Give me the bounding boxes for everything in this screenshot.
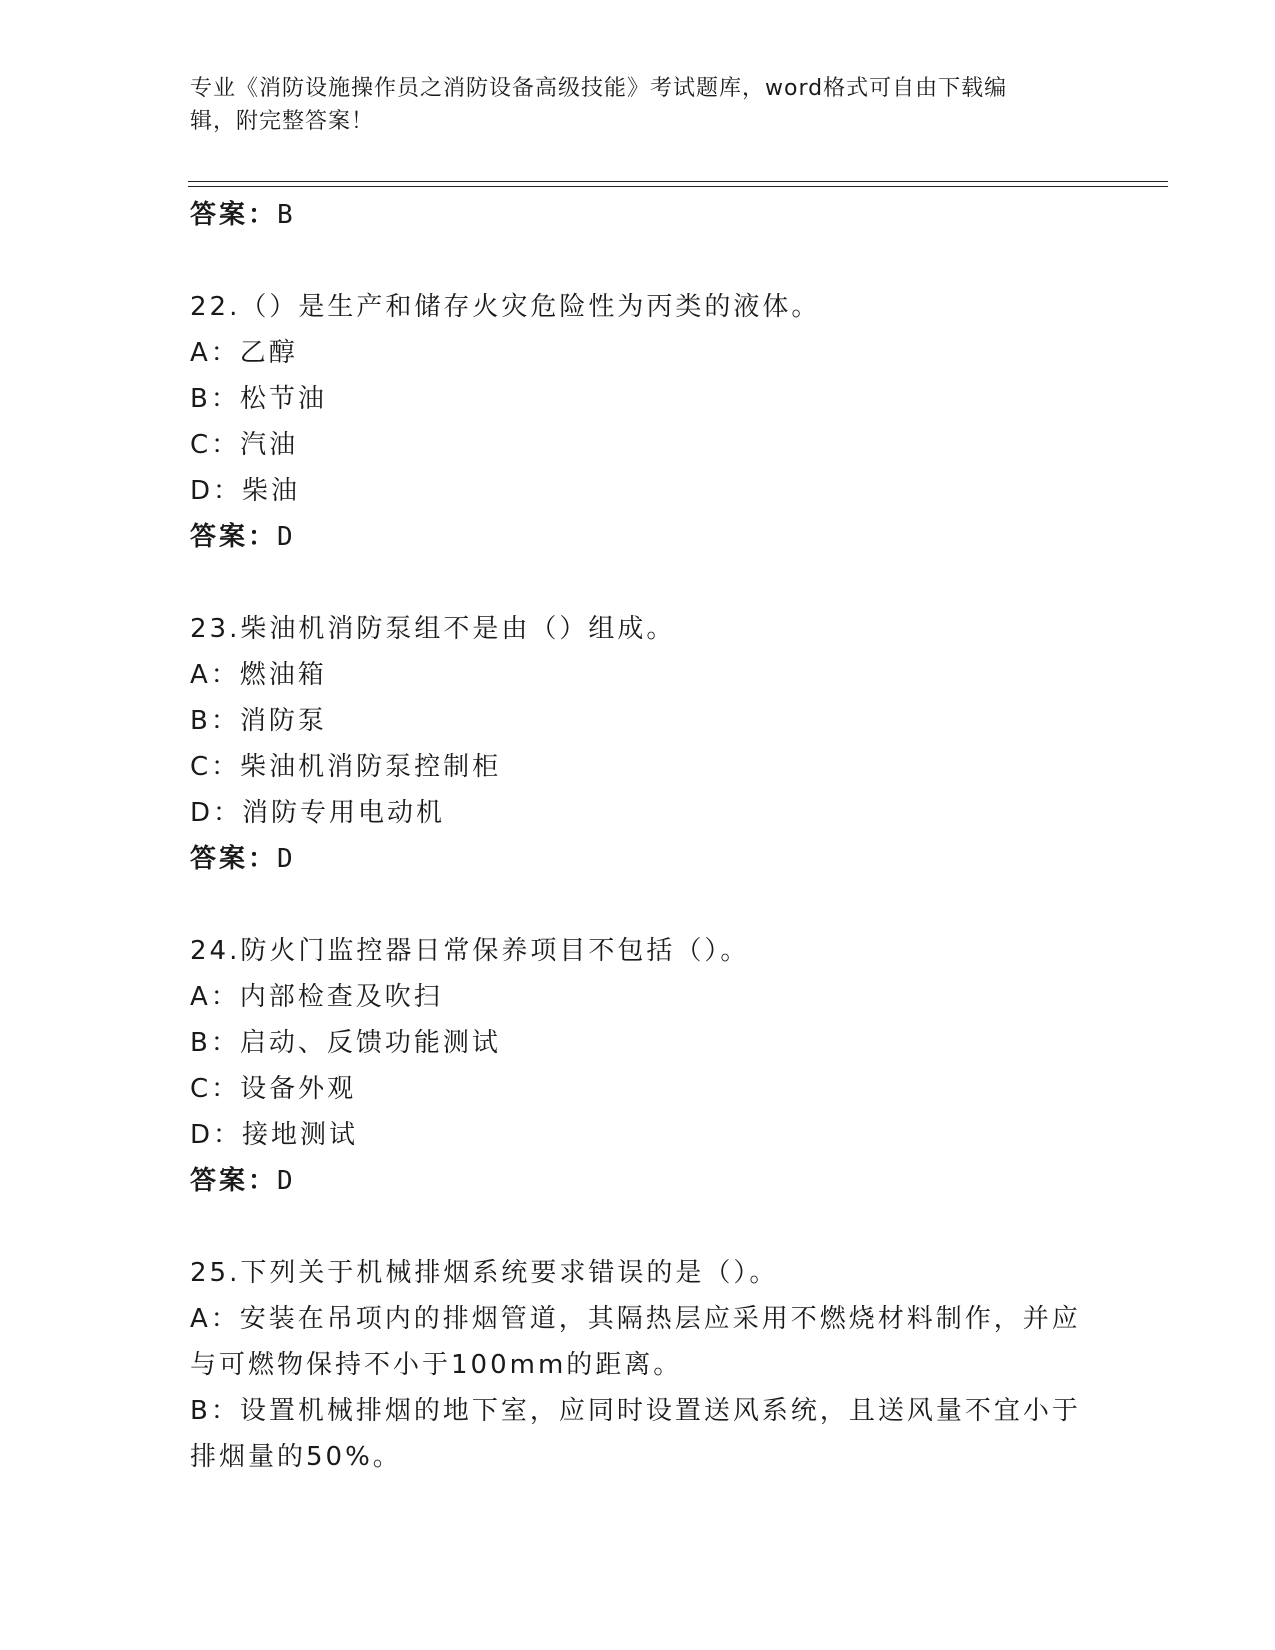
answer-line <box>190 514 1090 560</box>
option-b-continued: 排烟量的50%。 <box>190 1442 402 1472</box>
option-b: B：松节油 <box>190 384 327 414</box>
answer-value: B <box>277 200 296 230</box>
option-b: B：启动、反馈功能测试 <box>190 1028 501 1058</box>
option-a-continued: 与可燃物保持不小于100mm的距离。 <box>190 1350 683 1380</box>
option-d: D：接地测试 <box>190 1120 359 1150</box>
option-c: C：汽油 <box>190 430 299 460</box>
answer-value: D <box>277 522 296 552</box>
question-24 <box>190 928 1090 1204</box>
option-a: A：乙醇 <box>190 338 298 368</box>
answer-line <box>190 836 1090 882</box>
question-23 <box>190 606 1090 882</box>
question-25 <box>190 1250 1090 1480</box>
question-22 <box>190 284 1090 560</box>
header-line-2: 辑，附完整答案！ <box>190 109 375 134</box>
option-d: D：消防专用电动机 <box>190 798 446 828</box>
question-stem: 23.柴油机消防泵组不是由（）组成。 <box>190 614 676 644</box>
header-line-1: 专业《消防设施操作员之消防设备高级技能》考试题库，word格式可自由下载编 <box>190 76 1008 101</box>
option-a: A：内部检查及吹扫 <box>190 982 443 1012</box>
question-stem: 24.防火门监控器日常保养项目不包括（）。 <box>190 936 750 966</box>
question-list <box>190 192 1090 1480</box>
option-a: A：安装在吊项内的排烟管道，其隔热层应采用不燃烧材料制作，并应 <box>190 1304 1081 1334</box>
document-header <box>190 72 1090 138</box>
option-c: C：设备外观 <box>190 1074 357 1104</box>
question-stem: 25.下列关于机械排烟系统要求错误的是（）。 <box>190 1258 779 1288</box>
option-d: D：柴油 <box>190 476 301 506</box>
answer-value: D <box>277 844 296 874</box>
answer-label: 答案： <box>190 844 278 874</box>
option-b: B：消防泵 <box>190 706 327 736</box>
header-divider-bottom <box>188 186 1168 187</box>
option-a: A：燃油箱 <box>190 660 327 690</box>
answer-label: 答案： <box>190 200 278 230</box>
option-c: C：柴油机消防泵控制柜 <box>190 752 502 782</box>
answer-line <box>190 192 1090 238</box>
answer-label: 答案： <box>190 1166 278 1196</box>
option-b: B：设置机械排烟的地下室，应同时设置送风系统，且送风量不宜小于 <box>190 1396 1081 1426</box>
question-stem: 22.（）是生产和储存火灾危险性为丙类的液体。 <box>190 292 821 322</box>
answer-value: D <box>277 1166 296 1196</box>
header-divider-top <box>188 181 1168 182</box>
answer-label: 答案： <box>190 522 278 552</box>
answer-line <box>190 1158 1090 1204</box>
